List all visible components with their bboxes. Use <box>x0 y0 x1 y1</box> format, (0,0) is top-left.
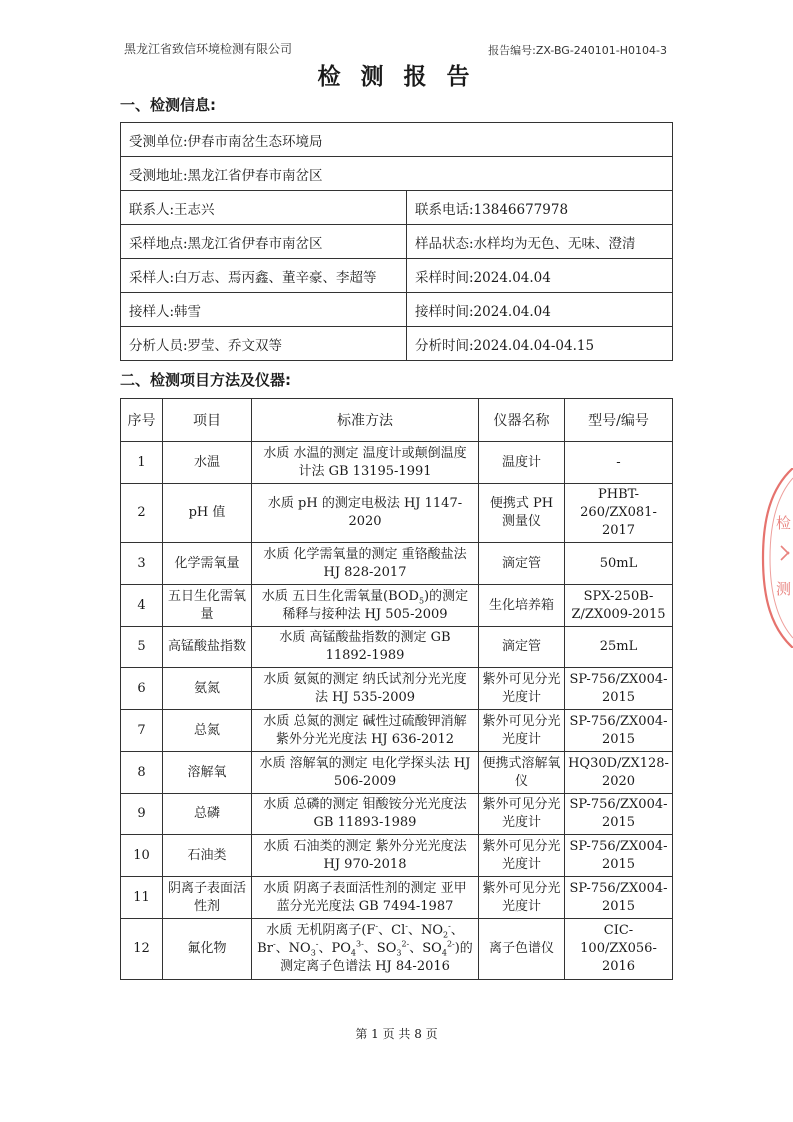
analysts: 分析人员:罗莹、乔文双等 <box>121 327 407 361</box>
row-item: 氨氮 <box>163 668 252 710</box>
method-subscript: 3 <box>310 948 316 958</box>
row-model: SP-756/ZX004-2015 <box>565 794 673 835</box>
method-text: 水质 五日生化需氧量(BOD <box>261 588 419 604</box>
method-superscript: - <box>448 921 451 931</box>
row-model: SP-756/ZX004-2015 <box>565 835 673 877</box>
row-no: 9 <box>121 794 163 835</box>
row-no: 6 <box>121 668 163 710</box>
method-text: 、SO <box>409 941 442 956</box>
row-no: 10 <box>121 835 163 877</box>
table-row <box>121 543 673 585</box>
section1-heading: 一、检测信息: <box>120 96 216 114</box>
row-item: 水温 <box>163 442 252 484</box>
col-header-model: 型号/编号 <box>565 399 673 442</box>
col-header-no: 序号 <box>121 399 163 442</box>
table-header-row <box>121 399 673 442</box>
method-text: 、PO <box>318 941 351 956</box>
row-method: 水质 氨氮的测定 纳氏试剂分光光度法 HJ 535-2009 <box>252 668 479 710</box>
info-row <box>121 225 673 259</box>
row-item: 氟化物 <box>163 919 252 980</box>
receiver: 接样人:韩雪 <box>121 293 407 327</box>
method-subscript: 4 <box>350 948 356 958</box>
method-text: 、NO <box>275 941 311 956</box>
svg-text:检: 检 <box>776 514 792 532</box>
company-name: 黑龙江省致信环境检测有限公司 <box>124 42 293 56</box>
row-method: 水质 总氮的测定 碱性过硫酸钾消解紫外分光光度法 HJ 636-2012 <box>252 710 479 752</box>
sample-time: 采样时间:2024.04.04 <box>407 259 673 293</box>
row-instrument: 滴定管 <box>479 543 565 585</box>
contact: 联系人:王志兴 <box>121 191 407 225</box>
row-method: 水质 阴离子表面活性剂的测定 亚甲蓝分光光度法 GB 7494-1987 <box>252 877 479 919</box>
info-row <box>121 191 673 225</box>
row-no: 8 <box>121 752 163 794</box>
row-no: 7 <box>121 710 163 752</box>
method-subscript: 4 <box>441 948 447 958</box>
col-header-instrument: 仪器名称 <box>479 399 565 442</box>
row-item: 总氮 <box>163 710 252 752</box>
client: 受测单位:伊春市南岔生态环境局 <box>121 123 673 157</box>
method-subscript: 3 <box>396 948 402 958</box>
row-instrument: 滴定管 <box>479 627 565 668</box>
row-method <box>252 585 479 627</box>
row-no: 1 <box>121 442 163 484</box>
row-instrument: 紫外可见分光光度计 <box>479 668 565 710</box>
row-model: - <box>565 442 673 484</box>
table-row <box>121 710 673 752</box>
row-no: 4 <box>121 585 163 627</box>
method-superscript: - <box>315 939 319 949</box>
row-model: SP-756/ZX004-2015 <box>565 668 673 710</box>
method-subscript: 5 <box>418 596 425 606</box>
row-item: 阴离子表面活性剂 <box>163 877 252 919</box>
method-superscript: - <box>272 939 276 949</box>
row-method: 水质 化学需氧量的测定 重铬酸盐法 HJ 828-2017 <box>252 543 479 585</box>
row-instrument: 便携式溶解氧仪 <box>479 752 565 794</box>
method-superscript: 2- <box>401 939 410 949</box>
row-method: 水质 总磷的测定 钼酸铵分光光度法 GB 11893-1989 <box>252 794 479 835</box>
address: 受测地址:黑龙江省伊春市南岔区 <box>121 157 673 191</box>
table-row <box>121 627 673 668</box>
row-instrument: 紫外可见分光光度计 <box>479 710 565 752</box>
row-item: pH 值 <box>163 484 252 543</box>
row-no: 11 <box>121 877 163 919</box>
stamp-image <box>759 468 793 648</box>
table-row <box>121 484 673 543</box>
row-model: CIC-100/ZX056-2016 <box>565 919 673 980</box>
table-row <box>121 919 673 980</box>
svg-text:测: 测 <box>776 580 792 598</box>
table-row <box>121 835 673 877</box>
method-text: 、SO <box>363 941 397 956</box>
page-title: 检 测 报 告 <box>317 64 476 90</box>
row-instrument: 便携式 PH 测量仪 <box>479 484 565 543</box>
info-row <box>121 293 673 327</box>
row-item: 总磷 <box>163 794 252 835</box>
sample-site: 采样地点:黑龙江省伊春市南岔区 <box>121 225 407 259</box>
report-number: 报告编号:ZX-BG-240101-H0104-3 <box>488 44 667 57</box>
row-no: 12 <box>121 919 163 980</box>
table-row <box>121 752 673 794</box>
page-footer: 第 1 页 共 8 页 <box>355 1027 438 1041</box>
method-text: 、Br <box>257 923 464 956</box>
method-text: 、NO <box>407 923 443 938</box>
row-no: 3 <box>121 543 163 585</box>
method-text: )的测定 稀释与接种法 HJ 505-2009 <box>282 588 469 622</box>
row-model: 25mL <box>565 627 673 668</box>
method-superscript: - <box>405 921 408 931</box>
info-row <box>121 123 673 157</box>
row-model: SP-756/ZX004-2015 <box>565 710 673 752</box>
row-instrument: 温度计 <box>479 442 565 484</box>
row-item: 化学需氧量 <box>163 543 252 585</box>
row-instrument: 紫外可见分光光度计 <box>479 877 565 919</box>
row-method: 水质 pH 的测定电极法 HJ 1147-2020 <box>252 484 479 543</box>
info-row <box>121 327 673 361</box>
section2-heading: 二、检测项目方法及仪器: <box>120 371 291 389</box>
row-item: 石油类 <box>163 835 252 877</box>
row-model: HQ30D/ZX128-2020 <box>565 752 673 794</box>
sample-state: 样品状态:水样均为无色、无味、澄清 <box>407 225 673 259</box>
receive-time: 接样时间:2024.04.04 <box>407 293 673 327</box>
method-subscript: 2 <box>442 930 449 940</box>
methods-table <box>120 398 673 980</box>
row-no: 2 <box>121 484 163 543</box>
col-header-method: 标准方法 <box>252 399 479 442</box>
row-method <box>252 919 479 980</box>
row-no: 5 <box>121 627 163 668</box>
row-instrument: 紫外可见分光光度计 <box>479 794 565 835</box>
method-text: 、Cl <box>378 923 406 938</box>
phone: 联系电话:13846677978 <box>407 191 673 225</box>
method-text: 水质 无机阴离子(F <box>266 923 376 938</box>
table-row <box>121 668 673 710</box>
row-method: 水质 高锰酸盐指数的测定 GB 11892-1989 <box>252 627 479 668</box>
row-model: 50mL <box>565 543 673 585</box>
info-row <box>121 259 673 293</box>
row-item: 溶解氧 <box>163 752 252 794</box>
method-superscript: 2- <box>446 939 455 949</box>
row-model: PHBT-260/ZX081-2017 <box>565 484 673 543</box>
row-item: 五日生化需氧量 <box>163 585 252 627</box>
table-row <box>121 585 673 627</box>
table-row <box>121 442 673 484</box>
row-model: SP-756/ZX004-2015 <box>565 877 673 919</box>
method-text: )的测定离子色谱法 HJ 84-2016 <box>280 941 473 974</box>
row-model: SPX-250B-Z/ZX009-2015 <box>565 585 673 627</box>
row-method: 水质 水温的测定 温度计或颠倒温度计法 GB 13195-1991 <box>252 442 479 484</box>
row-method: 水质 石油类的测定 紫外分光光度法 HJ 970-2018 <box>252 835 479 877</box>
row-instrument: 生化培养箱 <box>479 585 565 627</box>
analysis-time: 分析时间:2024.04.04-04.15 <box>407 327 673 361</box>
row-instrument: 紫外可见分光光度计 <box>479 835 565 877</box>
method-superscript: - <box>375 921 379 931</box>
info-table <box>120 122 673 361</box>
row-instrument: 离子色谱仪 <box>479 919 565 980</box>
table-row <box>121 877 673 919</box>
method-superscript: 3- <box>356 939 364 949</box>
col-header-item: 项目 <box>163 399 252 442</box>
row-method: 水质 溶解氧的测定 电化学探头法 HJ 506-2009 <box>252 752 479 794</box>
table-row <box>121 794 673 835</box>
info-row <box>121 157 673 191</box>
row-item: 高锰酸盐指数 <box>163 627 252 668</box>
samplers: 采样人:白万志、焉丙鑫、董辛豪、李超等 <box>121 259 407 293</box>
